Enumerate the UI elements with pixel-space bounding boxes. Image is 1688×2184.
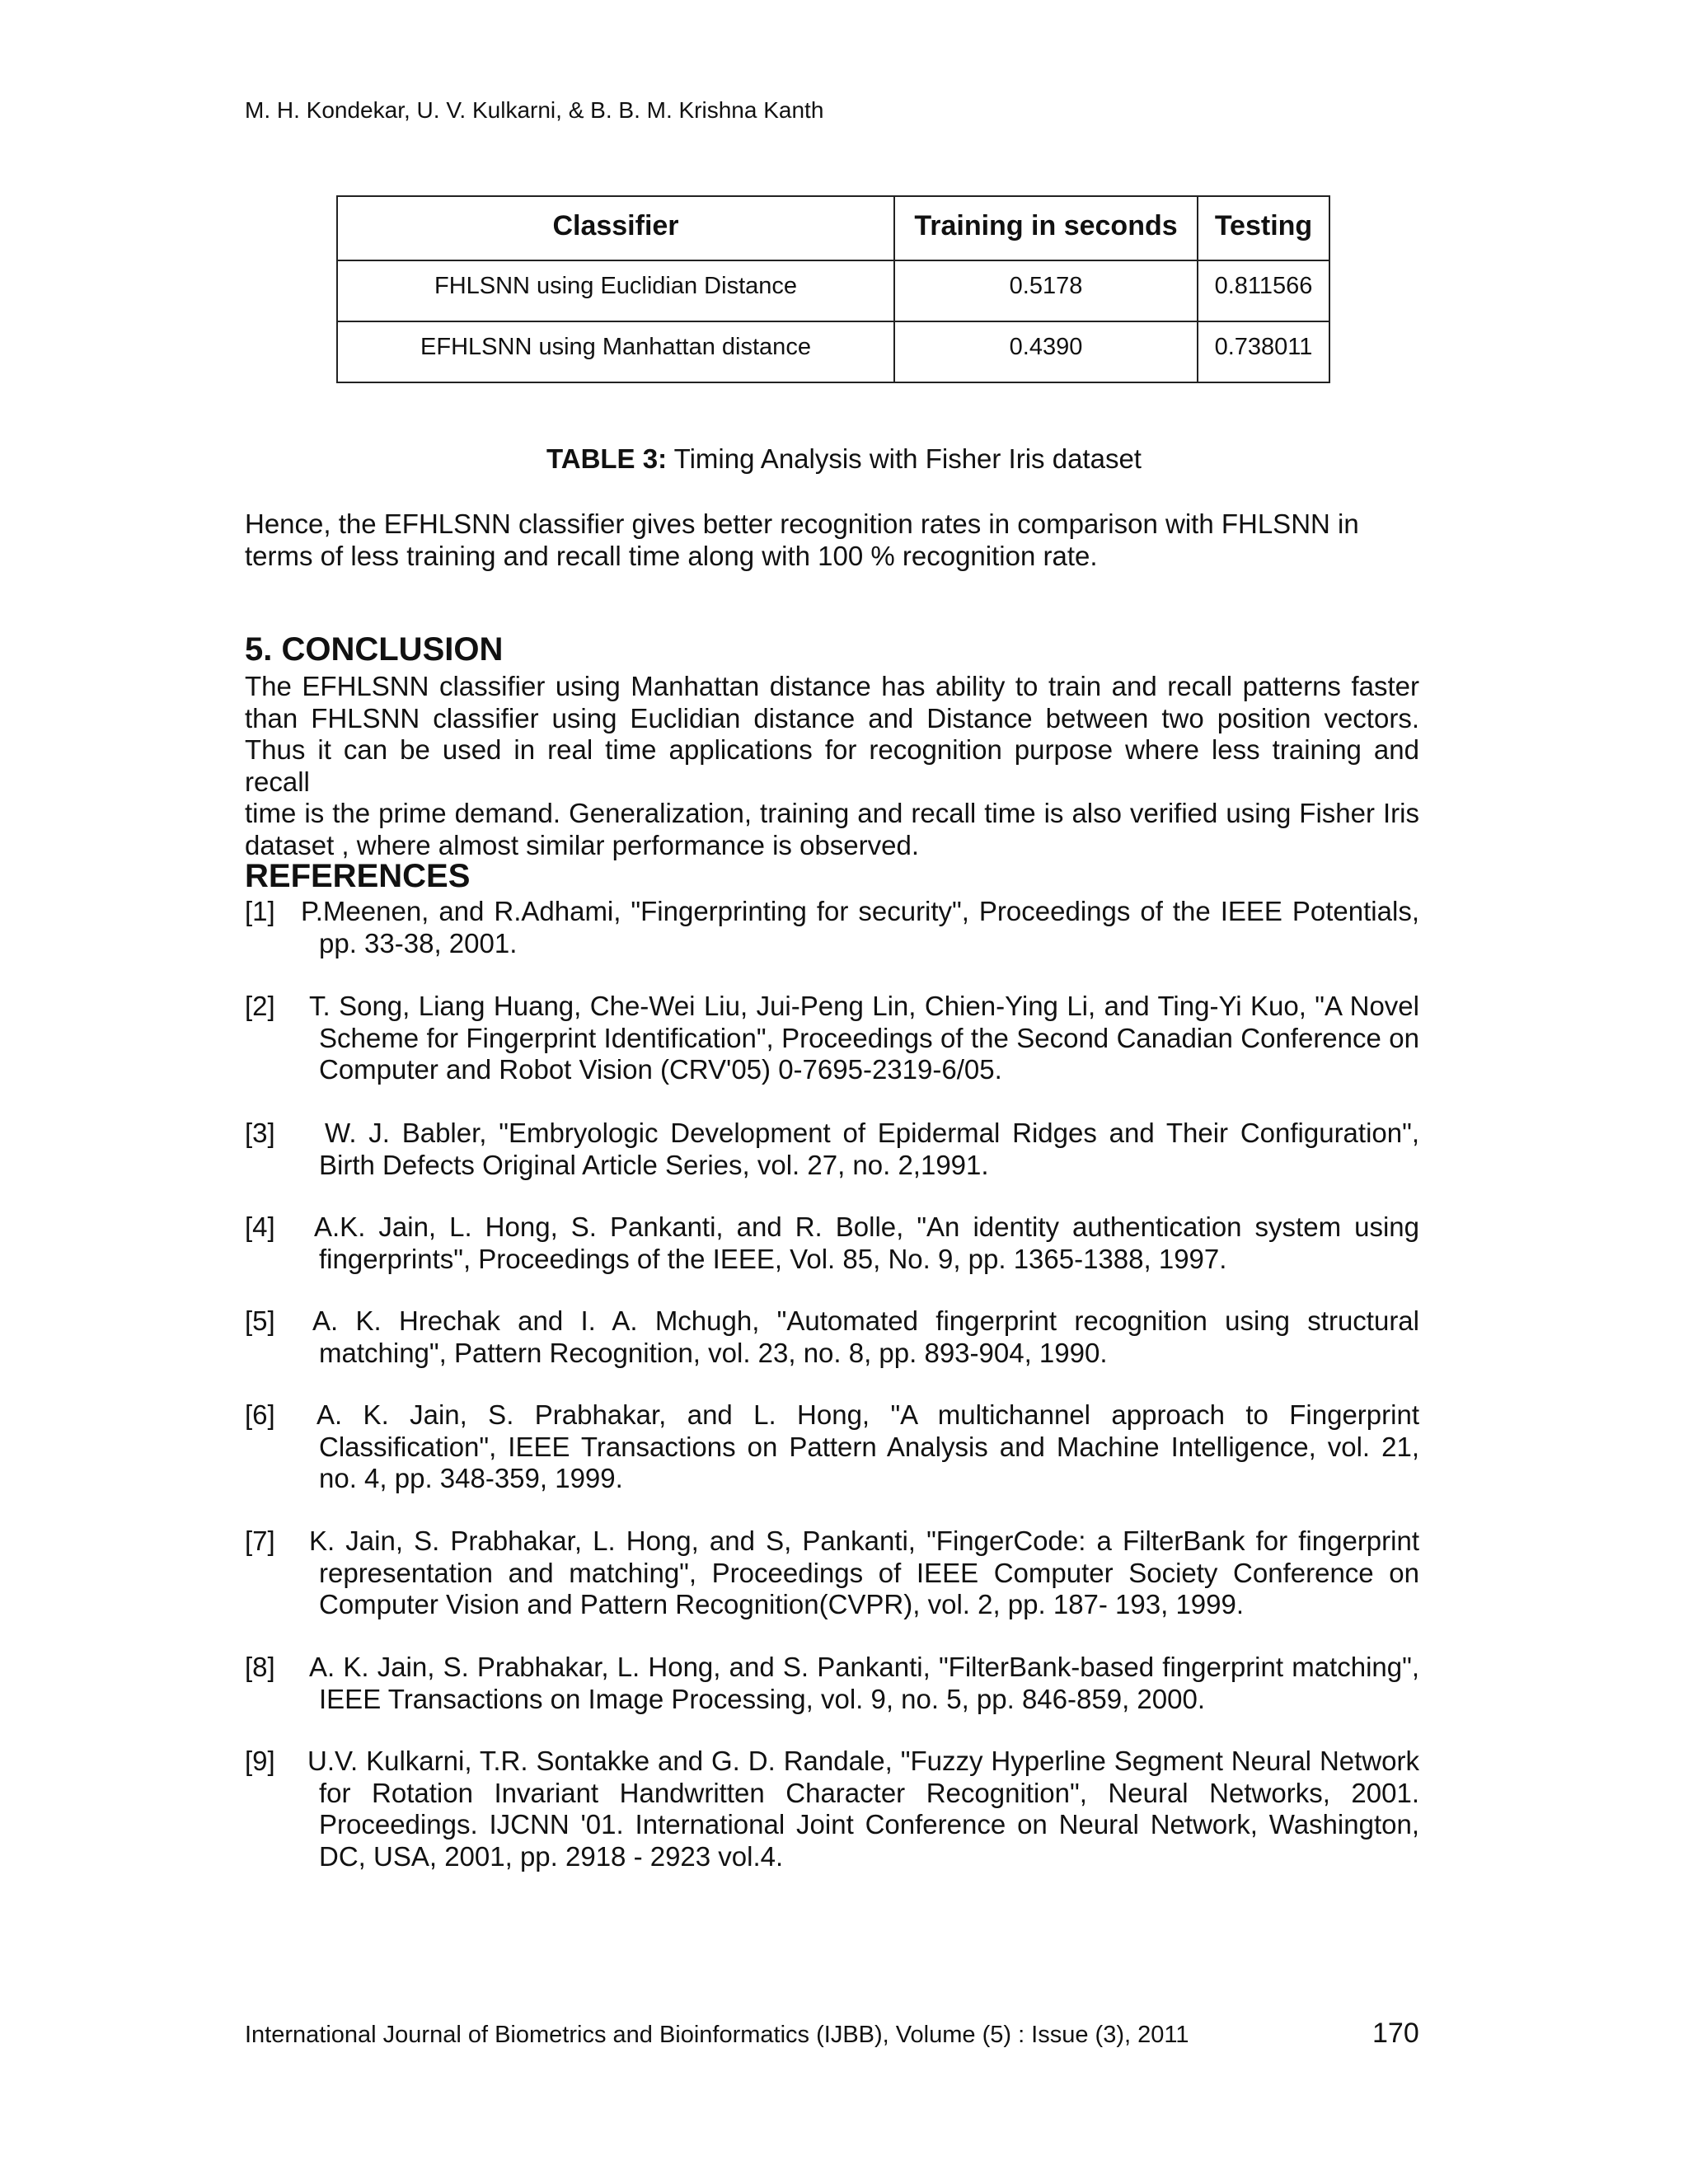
- paragraph-line: dataset , where almost similar performance is observed.: [245, 829, 920, 860]
- table-header-training: Training in seconds: [894, 196, 1198, 260]
- reference-line: W. J. Babler, "Embryologic Development of Epidermal Ridges and Their Configuration",: [325, 1118, 1419, 1148]
- running-header: M. H. Kondekar, U. V. Kulkarni, & B. B. M. Krishna Kanth: [245, 97, 824, 123]
- reference-line: P.Meenen, and R.Adhami, "Fingerprinting for security", Proceedings of the IEEE Potentials,: [301, 896, 1419, 926]
- reference-line: Birth Defects Original Article Series, vol. 27, no. 2,1991.: [319, 1149, 989, 1180]
- reference-line: matching", Pattern Recognition, vol. 23, no. 8, pp. 893-904, 1990.: [319, 1337, 1108, 1368]
- reference-text: [319, 1118, 1419, 1181]
- reference-text: [309, 1526, 1419, 1621]
- reference-text: [316, 1399, 1419, 1495]
- reference-text: [301, 896, 1419, 959]
- paragraph-line: time is the prime demand. Generalization, training and recall time is also verified using Fisher Iris: [245, 798, 1419, 828]
- reference-line: fingerprints", Proceedings of the IEEE, Vol. 85, No. 9, pp. 1365-1388, 1997.: [319, 1243, 1227, 1274]
- paragraph-line: Hence, the EFHLSNN classifier gives better recognition rates in comparison with FHLSNN in: [245, 509, 1359, 539]
- reference-line: Classification", IEEE Transactions on Pattern Analysis and Machine Intelligence, vol. 21,: [319, 1431, 1419, 1462]
- table-header-testing: Testing: [1198, 196, 1329, 260]
- table-cell: 0.811566: [1198, 260, 1329, 321]
- conclusion-paragraph: [245, 671, 1419, 861]
- reference-text: [309, 1652, 1419, 1715]
- reference-line: Proceedings. IJCNN '01. International Joint Conference on Neural Network, Washington,: [319, 1809, 1419, 1840]
- table-cell: 0.4390: [894, 321, 1198, 382]
- reference-line: A. K. Jain, S. Prabhakar, L. Hong, and S. Pankanti, "FilterBank-based fingerprint matching",: [309, 1652, 1419, 1682]
- journal-footer: International Journal of Biometrics and Bioinformatics (IJBB), Volume (5) : Issue (3), 2011: [245, 2022, 1189, 2048]
- reference-line: Computer Vision and Pattern Recognition(CVPR), vol. 2, pp. 187- 193, 1999.: [319, 1589, 1245, 1619]
- table-cell: 0.738011: [1198, 321, 1329, 382]
- reference-line: A. K. Hrechak and I. A. Mchugh, "Automated fingerprint recognition using structural: [312, 1305, 1419, 1336]
- paragraph-line: terms of less training and recall time along with 100 % recognition rate.: [245, 540, 1098, 571]
- reference-number: [4]: [245, 1212, 275, 1242]
- reference-line: representation and matching", Proceedings of IEEE Computer Society Conference on: [319, 1557, 1419, 1588]
- table-cell: 0.5178: [894, 260, 1198, 321]
- reference-line: DC, USA, 2001, pp. 2918 - 2923 vol.4.: [319, 1840, 784, 1872]
- reference-line: K. Jain, S. Prabhakar, L. Hong, and S, Pankanti, "FingerCode: a FilterBank for fingerprint: [309, 1526, 1419, 1556]
- timing-table: [336, 195, 1330, 383]
- reference-line: for Rotation Invariant Handwritten Character Recognition", Neural Networks, 2001.: [319, 1777, 1419, 1808]
- table-row: [337, 321, 1329, 382]
- table-caption-label: TABLE 3:: [546, 443, 668, 474]
- reference-number: [9]: [245, 1746, 275, 1776]
- table-caption-text: Timing Analysis with Fisher Iris dataset: [667, 443, 1142, 474]
- reference-number: [8]: [245, 1652, 275, 1682]
- reference-line: A. K. Jain, S. Prabhakar, and L. Hong, "A multichannel approach to Fingerprint: [316, 1399, 1419, 1430]
- table-header-row: [337, 196, 1329, 260]
- section-heading-references: REFERENCES: [245, 858, 471, 894]
- reference-text: [314, 1212, 1419, 1275]
- paragraph-line: The EFHLSNN classifier using Manhattan distance has ability to train and recall patterns faster: [245, 671, 1419, 701]
- table-cell: FHLSNN using Euclidian Distance: [337, 260, 894, 321]
- reference-number: [5]: [245, 1305, 275, 1336]
- reference-text: [309, 991, 1419, 1086]
- reference-number: [3]: [245, 1118, 275, 1148]
- reference-line: IEEE Transactions on Image Processing, vol. 9, no. 5, pp. 846-859, 2000.: [319, 1683, 1205, 1714]
- table-row: [337, 260, 1329, 321]
- reference-line: no. 4, pp. 348-359, 1999.: [319, 1463, 623, 1493]
- section-heading-conclusion: 5. CONCLUSION: [245, 631, 504, 668]
- reference-number: [7]: [245, 1526, 275, 1556]
- page-number: 170: [1372, 2018, 1419, 2049]
- reference-line: A.K. Jain, L. Hong, S. Pankanti, and R. Bolle, "An identity authentication system using: [314, 1212, 1419, 1242]
- reference-number: [6]: [245, 1399, 275, 1430]
- paragraph-line: Thus it can be used in real time applications for recognition purpose where less training and recall: [245, 734, 1419, 797]
- reference-line: pp. 33-38, 2001.: [319, 927, 518, 958]
- reference-number: [2]: [245, 991, 275, 1021]
- reference-line: T. Song, Liang Huang, Che-Wei Liu, Jui-Peng Lin, Chien-Ying Li, and Ting-Yi Kuo, "A Novel: [309, 991, 1419, 1021]
- reference-line: U.V. Kulkarni, T.R. Sontakke and G. D. Randale, "Fuzzy Hyperline Segment Neural Network: [307, 1746, 1419, 1776]
- table-header-classifier: Classifier: [337, 196, 894, 260]
- summary-paragraph: [245, 509, 1419, 572]
- reference-number: [1]: [245, 896, 275, 926]
- reference-text: [312, 1305, 1419, 1369]
- paragraph-line: than FHLSNN classifier using Euclidian distance and Distance between two position vectors.: [245, 702, 1419, 733]
- reference-line: Scheme for Fingerprint Identification", Proceedings of the Second Canadian Conference on: [319, 1022, 1419, 1053]
- reference-text: [307, 1746, 1419, 1872]
- table-cell: EFHLSNN using Manhattan distance: [337, 321, 894, 382]
- table-caption: [0, 443, 1688, 475]
- reference-line: Computer and Robot Vision (CRV'05) 0-7695-2319-6/05.: [319, 1054, 1002, 1085]
